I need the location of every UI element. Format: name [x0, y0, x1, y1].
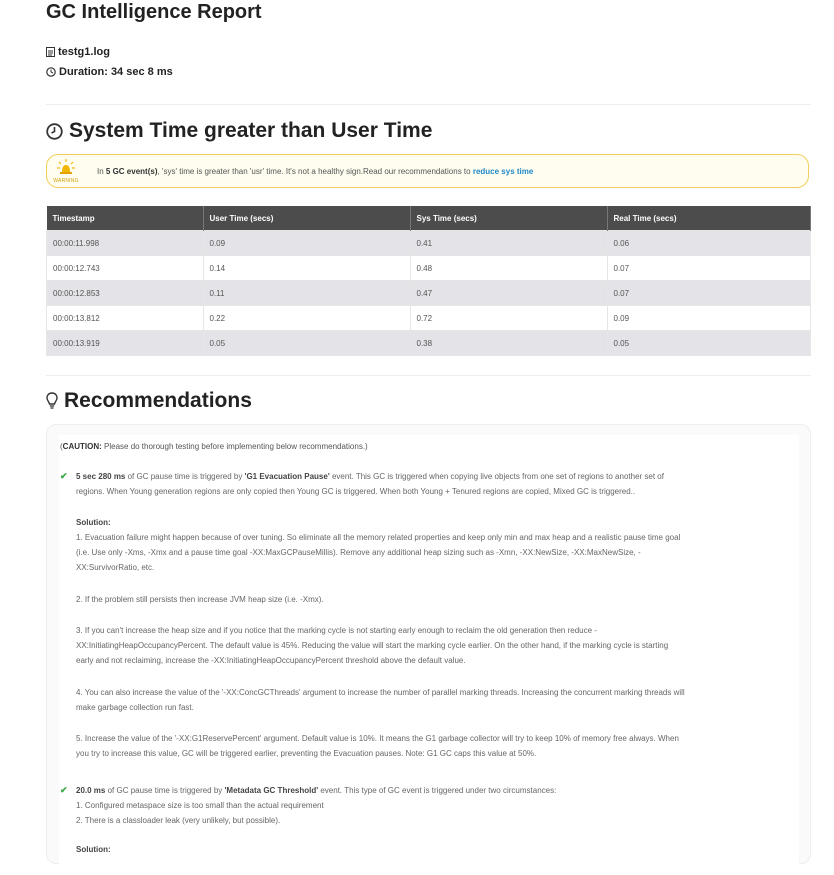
- table-row: [47, 281, 811, 306]
- lightbulb-icon: [46, 392, 58, 410]
- recommendations-title: Recommendations: [64, 389, 252, 412]
- column-header: Real Time (secs): [607, 206, 811, 231]
- table-cell: 00:00:12.743: [47, 256, 204, 281]
- sys-time-heading: [46, 119, 432, 143]
- divider: [46, 104, 811, 105]
- log-file-name: testg1.log: [58, 46, 110, 58]
- duration: [46, 66, 173, 78]
- column-header: Sys Time (secs): [410, 206, 607, 231]
- reduce-sys-time-link[interactable]: reduce sys time: [472, 167, 534, 176]
- table-cell: 0.14: [203, 256, 410, 281]
- table-cell: 0.09: [607, 306, 811, 331]
- solution-step: 1. Evacuation failure might happen because of over tuning. So eliminate all the memory related properties and keep only min and max heap and a realistic pause time goal (i.e. Use only -Xms, -Xmx and a pause time goal -XX:MaxGCPauseMillis). Remove any additional heap sizing such as -Xmn, -XX:NewSize, -XX:MaxNewSize, - XX:SurvivorRatio, etc.: [76, 533, 681, 572]
- table-row: [47, 306, 811, 331]
- page-title: GC Intelligence Report: [46, 1, 262, 23]
- table-cell: 0.72: [410, 306, 607, 331]
- table-cell: 0.41: [410, 231, 607, 256]
- recommendation-item: 20.0 ms of GC pause time is triggered by 'Metadata GC Threshold' event. This type of GC event is triggered under two circumstances: 1. Configured metaspace size is too small than the actual requirement 2. There is a classloader leak (very unlikely, but possible).: [76, 786, 557, 825]
- caution-note: (CAUTION: Please do thorough testing before implementing below recommendations.): [60, 442, 368, 451]
- clock-icon: [46, 67, 56, 77]
- table-header-row: [47, 206, 811, 231]
- column-header: User Time (secs): [203, 206, 410, 231]
- table-cell: 00:00:12.853: [47, 281, 204, 306]
- warning-text: In 5 GC event(s), 'sys' time is greater than 'usr' time. It's not a healthy sign.Read our recommendations to reduce sys time: [97, 167, 534, 176]
- table-cell: 0.38: [410, 331, 607, 356]
- sys-time-warning: [46, 154, 809, 188]
- recommendation-item: 5 sec 280 ms of GC pause time is triggered by 'G1 Evacuation Pause' event. This GC is triggered when copying live objects from one set of regions to another set of regions. When Young generation regions are only copied then Young GC is triggered. When both Young + Tenured regions are copied, Mixed GC is triggered..: [76, 472, 664, 496]
- clock-icon: [46, 123, 63, 140]
- sys-time-title: System Time greater than User Time: [69, 119, 433, 142]
- table-cell: 0.05: [607, 331, 811, 356]
- sys-time-table: [46, 206, 811, 356]
- duration-text: Duration: 34 sec 8 ms: [59, 66, 173, 78]
- table-cell: 0.48: [410, 256, 607, 281]
- warning-label: WARNING: [53, 178, 79, 184]
- solution-step: 4. You can also increase the value of the '-XX:ConcGCThreads' argument to increase the number of parallel marking threads. Increasing the concurrent marking threads will make garbage collection run fast.: [76, 688, 685, 712]
- table-row: [47, 256, 811, 281]
- table-cell: 0.09: [203, 231, 410, 256]
- table-cell: 0.07: [607, 256, 811, 281]
- table-cell: 0.06: [607, 231, 811, 256]
- check-icon: ✔: [60, 471, 68, 481]
- table-cell: 00:00:11.998: [47, 231, 204, 256]
- check-icon: ✔: [60, 785, 68, 795]
- table-cell: 0.47: [410, 281, 607, 306]
- solution-step: 2. If the problem still persists then increase JVM heap size (i.e. -Xmx).: [76, 595, 324, 604]
- file-icon: [46, 47, 55, 57]
- recommendations-heading: [46, 389, 252, 413]
- table-cell: 0.07: [607, 281, 811, 306]
- table-row: [47, 331, 811, 356]
- divider: [46, 375, 811, 376]
- solution-label: Solution:: [76, 518, 111, 527]
- table-cell: 00:00:13.919: [47, 331, 204, 356]
- table-cell: 0.11: [203, 281, 410, 306]
- warning-icon: [53, 159, 79, 184]
- solution-label: Solution:: [76, 845, 111, 854]
- column-header: Timestamp: [47, 206, 204, 231]
- table-cell: 0.22: [203, 306, 410, 331]
- solution-step: 3. If you can't increase the heap size and if you notice that the marking cycle is not starting early enough to reclaim the old generation then reduce - XX:InitiatingHeapOccupancyPercent. The default value is 45%. Reducing the value will start the marking cycle earlier. On the other hand, if the marking cycle is starting early and not reclaiming, increase the -XX:InitiatingHeapOccupancyPercent threshold above the default value.: [76, 626, 669, 665]
- table-row: [47, 231, 811, 256]
- table-cell: 00:00:13.812: [47, 306, 204, 331]
- solution-step: 5. Increase the value of the '-XX:G1ReservePercent' argument. Default value is 10%. It means the G1 garbage collector will try to keep 10% of memory free always. When you try to increase this value, GC will be triggered earlier, preventing the Evacuation pauses. Note: G1 GC caps this value at 50%.: [76, 734, 679, 758]
- table-cell: 0.05: [203, 331, 410, 356]
- warning-event-count: 5 GC event(s): [105, 167, 158, 176]
- log-file: [46, 46, 110, 58]
